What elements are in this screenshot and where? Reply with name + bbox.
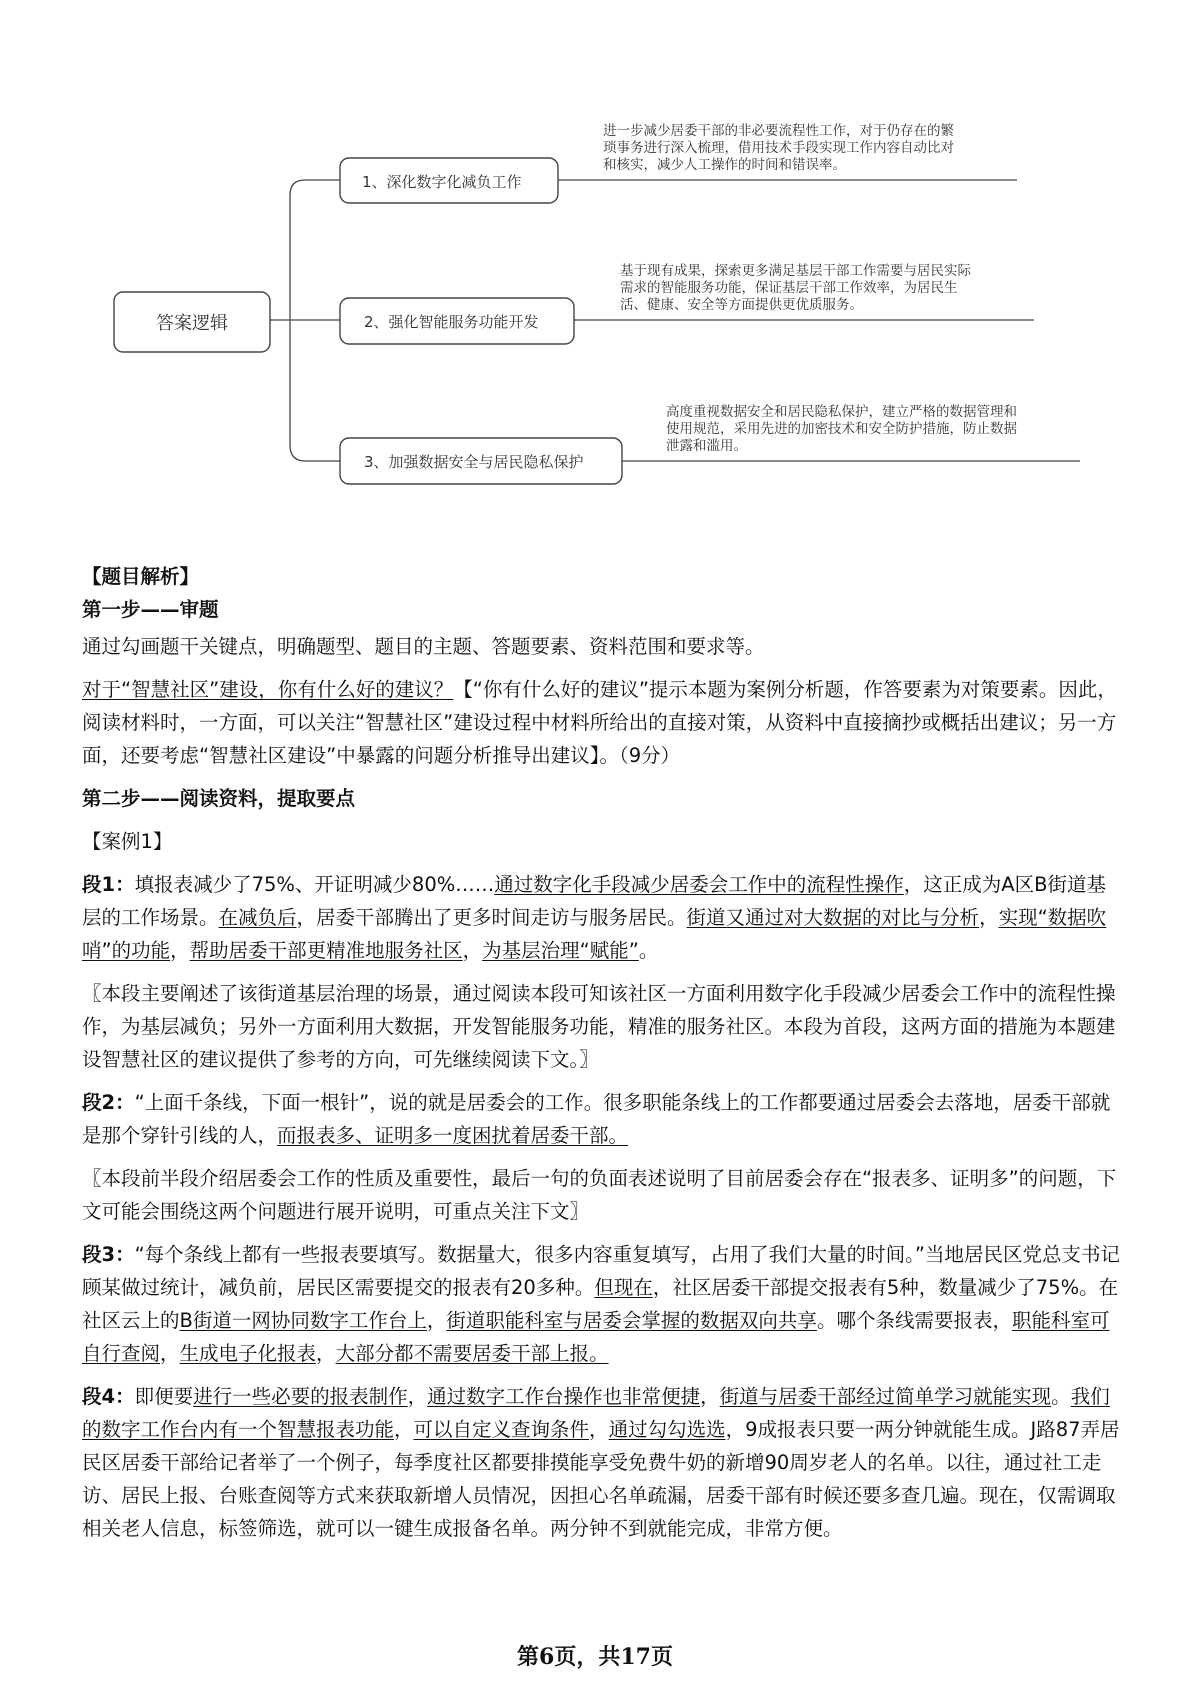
text-run: ， bbox=[160, 1342, 180, 1365]
underlined-text: 实现“数据吹哨”的功能 bbox=[82, 906, 1107, 962]
question-paragraph bbox=[82, 673, 1122, 772]
text-run: 。 bbox=[1051, 1385, 1071, 1408]
paragraph-1 bbox=[82, 868, 1122, 967]
text-run: ， bbox=[979, 906, 999, 929]
underlined-text: 帮助居委干部更精准地服务社区 bbox=[189, 939, 463, 962]
text-run: ， bbox=[462, 939, 483, 962]
underlined-text: 职能科室可自行查阅 bbox=[82, 1309, 1110, 1365]
mindmap-root-label: 答案逻辑 bbox=[156, 313, 228, 334]
mindmap-branch-label: 1、深化数字化减负工作 bbox=[362, 173, 522, 191]
mindmap-note-line: 琐事务进行深入梳理，借用技术手段实现工作内容自动比对 bbox=[603, 140, 954, 156]
mindmap-note-line: 活、健康、安全等方面提供更优质服务。 bbox=[620, 297, 863, 313]
underlined-text: 生成电子化报表 bbox=[179, 1342, 317, 1365]
step2-title: 第二步——阅读资料，提取要点 bbox=[82, 787, 356, 810]
text-run: ， bbox=[589, 1418, 609, 1441]
text-run: ， bbox=[394, 1418, 414, 1441]
text-run: ，9成报表只要一两分钟就能生成。J路87弄居民区居委干部给记者举了一个例子，每季度社区都要排摸能享受免费牛奶的新增90周岁老人的名单。以往，通过社工走访、居民上报、台账查阅等方式来获取新增人员情况，因担心名单疏漏，居委干部有时候还要多查几遍。现在，仅需调取相关老人信息，标签筛选，就可以一键生成报备名单。两分钟不到就能完成，非常方便。 bbox=[82, 1418, 1120, 1540]
note-1: 〖本段主要阐述了该街道基层治理的场景，通过阅读本段可知该社区一方面利用数字化手段减少居委会工作中的流程性操作，为基层减负；另外一方面利用大数据，开发智能服务功能，精准的服务社区。本段为首段，这两方面的措施为本题建设智慧社区的建议提供了参考的方向，可先继续阅读下文。〗 bbox=[82, 982, 1116, 1071]
mindmap-note-line: 需求的智能服务功能，保证基层干部工作效率，为居民生 bbox=[620, 280, 958, 296]
analysis-body bbox=[82, 560, 1122, 1555]
text-run: 。 bbox=[638, 939, 659, 962]
underlined-text: 可以自定义查询条件 bbox=[413, 1418, 590, 1441]
underlined-text: 街道又通过对大数据的对比与分析 bbox=[686, 906, 980, 929]
paragraph-label: 段3： bbox=[82, 1243, 135, 1266]
text-run: ， bbox=[407, 1385, 428, 1408]
text-run: ，社区居委干部提交报表有5种，数量减少了75%。在社区云上的 bbox=[82, 1276, 1119, 1332]
mindmap-branch-label: 3、加强数据安全与居民隐私保护 bbox=[364, 453, 584, 471]
text-run: ， bbox=[426, 1309, 447, 1332]
text-run: 即便要 bbox=[134, 1385, 194, 1408]
mindmap-branch-label: 2、强化智能服务功能开发 bbox=[364, 313, 539, 331]
underlined-text: 但现在 bbox=[594, 1276, 653, 1299]
underlined-text: 而报表多、证明多一度困扰着居委干部。 bbox=[277, 1124, 629, 1147]
mindmap-note-line: 进一步减少居委干部的非必要流程性工作，对于仍存在的繁 bbox=[603, 123, 954, 139]
underlined-text: 进行一些必要的报表制作 bbox=[193, 1385, 408, 1408]
page-footer: 第6页，共17页 bbox=[517, 1644, 673, 1670]
connector-line bbox=[290, 445, 340, 461]
text-run: 填报表减少了75%、开证明减少80%…… bbox=[134, 873, 495, 896]
underlined-text: 为基层治理“赋能” bbox=[482, 939, 639, 962]
paragraph-label: 段4： bbox=[82, 1385, 135, 1408]
question-hint: 【“你有什么好的建议”提示本题为案例分析题，作答要素为对策要素。因此，阅读材料时，一方面，可以关注“智慧社区”建设过程中材料所给出的直接对策，从资料中直接摘抄或概括出建议；另一方面，还要考虑“智慧社区建设”中暴露的问题分析推导出建议】。（9分） bbox=[82, 678, 1117, 767]
case-label: 【案例1】 bbox=[82, 830, 173, 853]
text-run: ， bbox=[316, 1342, 336, 1365]
underlined-text: 街道职能科室与居委会掌握的数据双向共享 bbox=[446, 1309, 817, 1332]
underlined-text: 通过勾勾选选 bbox=[608, 1418, 726, 1441]
step1-title: 第一步——审题 bbox=[82, 598, 219, 621]
question-underlined: 对于“智慧社区”建设，你有什么好的建议？ bbox=[82, 678, 454, 701]
paragraph-label: 段2： bbox=[82, 1091, 135, 1114]
text-run: ，这正成为A区B街道基层的工作场景。 bbox=[82, 873, 1106, 929]
text-run: “上面千条线，下面一根针”，说的就是居委会的工作。很多职能条线上的工作都要通过居委会去落地，居委干部就是那个穿针引线的人， bbox=[82, 1091, 1111, 1147]
mindmap-note-line: 使用规范，采用先进的加密技术和安全防护措施，防止数据 bbox=[666, 421, 1017, 437]
paragraph-2 bbox=[82, 1086, 1122, 1152]
underlined-text: 大部分都不需要居委干部上报。 bbox=[335, 1342, 609, 1365]
underlined-text: 街道与居委干部经过简单学习就能实现 bbox=[719, 1385, 1052, 1408]
text-run: ，居委干部腾出了更多时间走访与服务居民。 bbox=[296, 906, 687, 929]
text-run: “每个条线上都有一些报表要填写。数据量大，很多内容重复填写，占用了我们大量的时间。”当地居民区党总支书记顾某做过统计，减负前，居民区需要提交的报表有20多种。 bbox=[82, 1243, 1121, 1299]
text-run: ， bbox=[170, 939, 190, 962]
mindmap-note-line: 泄露和滥用。 bbox=[666, 438, 747, 454]
mindmap-note-line: 和核实，减少人工操作的时间和错误率。 bbox=[603, 157, 846, 173]
paragraph-3 bbox=[82, 1238, 1122, 1370]
section-title: 【题目解析】 bbox=[82, 565, 200, 588]
underlined-text: B街道一网协同数字工作台上 bbox=[179, 1309, 427, 1332]
paragraph-4 bbox=[82, 1380, 1122, 1545]
text-run: 。哪个条线需要报表， bbox=[816, 1309, 1012, 1332]
answer-logic-mindmap bbox=[0, 0, 1190, 520]
underlined-text: 我们的数字工作台内有一个智慧报表功能 bbox=[82, 1385, 1110, 1441]
underlined-text: 通过数字工作台操作也非常便捷 bbox=[427, 1385, 701, 1408]
underlined-text: 在减负后 bbox=[218, 906, 297, 929]
mindmap-note-line: 高度重视数据安全和居民隐私保护，建立严格的数据管理和 bbox=[666, 404, 1017, 420]
underlined-text: 通过数字化手段减少居委会工作中的流程性操作 bbox=[494, 873, 904, 896]
connector-line bbox=[290, 180, 340, 195]
step1-text: 通过勾画题干关键点，明确题型、题目的主题、答题要素、资料范围和要求等。 bbox=[82, 635, 765, 658]
mindmap-note-line: 基于现有成果，探索更多满足基层干部工作需要与居民实际 bbox=[620, 263, 971, 279]
paragraph-label: 段1： bbox=[82, 873, 135, 896]
note-2: 〖本段前半段介绍居委会工作的性质及重要性，最后一句的负面表述说明了目前居委会存在“报表多、证明多”的问题，下文可能会围绕这两个问题进行展开说明，可重点关注下文〗 bbox=[82, 1167, 1117, 1223]
text-run: ， bbox=[700, 1385, 720, 1408]
